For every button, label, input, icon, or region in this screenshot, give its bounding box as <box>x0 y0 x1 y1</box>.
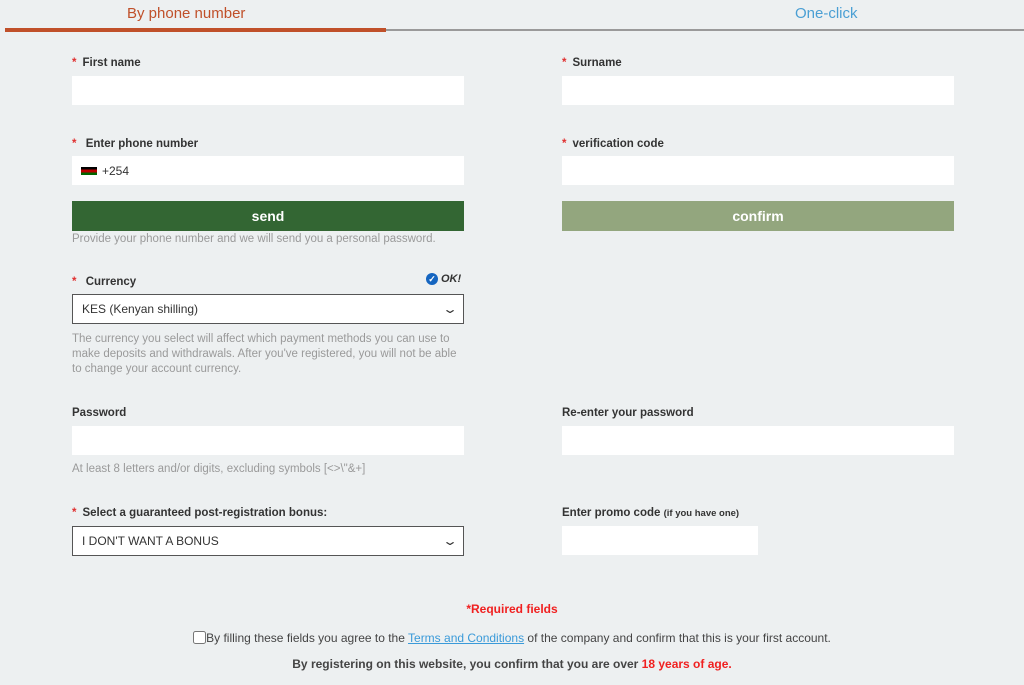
currency-select[interactable]: KES (Kenyan shilling) ⌄ <box>72 294 464 324</box>
age-confirmation: By registering on this website, you confirm that you are over 18 years of age. <box>292 657 732 671</box>
verification-label: * verification code <box>562 138 664 150</box>
password-input[interactable] <box>72 426 464 455</box>
reenter-password-label: Re-enter your password <box>562 407 694 419</box>
kenya-flag-icon <box>81 167 97 175</box>
phone-label: * Enter phone number <box>72 138 199 150</box>
phone-hint: Provide your phone number and we will send you a personal password. <box>72 233 436 245</box>
surname-input[interactable] <box>562 76 954 105</box>
first-name-label: * First name <box>72 57 141 69</box>
active-tab-indicator <box>5 28 386 32</box>
phone-code: +254 <box>102 163 130 178</box>
confirm-button[interactable]: confirm <box>562 201 954 231</box>
terms-link[interactable]: Terms and Conditions <box>408 631 525 645</box>
verification-code-input[interactable] <box>562 156 954 185</box>
phone-input[interactable] <box>72 156 464 185</box>
password-label: Password <box>72 407 127 419</box>
tab-one-click[interactable]: One-click <box>795 5 858 22</box>
promo-code-input[interactable] <box>562 526 758 555</box>
currency-ok-status: ✓ OK! <box>426 273 461 285</box>
required-fields-note: *Required fields <box>466 602 558 616</box>
password-hint: At least 8 letters and/or digits, excluding symbols [<>\"&+] <box>72 463 366 475</box>
bonus-select[interactable]: I DON'T WANT A BONUS ⌄ <box>72 526 464 556</box>
currency-hint: The currency you select will affect which payment methods you can use to make deposits and withdrawals. After you've registered, you will not be able to change your account currency. <box>72 333 457 375</box>
check-circle-icon: ✓ <box>426 273 438 285</box>
tab-by-phone-number[interactable]: By phone number <box>127 5 246 22</box>
send-button[interactable]: send <box>72 201 464 231</box>
surname-label: * Surname <box>562 57 622 69</box>
chevron-down-icon: ⌄ <box>441 302 459 316</box>
chevron-down-icon: ⌄ <box>441 534 459 548</box>
first-name-input[interactable] <box>72 76 464 105</box>
bonus-label: * Select a guaranteed post-registration bonus: <box>72 507 328 519</box>
promo-label: Enter promo code (if you have one) <box>562 507 740 519</box>
terms-agreement: By filling these fields you agree to the Terms and Conditions of the company and confirm that this is your first account. <box>0 631 1024 645</box>
reenter-password-input[interactable] <box>562 426 954 455</box>
terms-checkbox[interactable] <box>193 631 206 644</box>
currency-label: * Currency <box>72 276 137 288</box>
